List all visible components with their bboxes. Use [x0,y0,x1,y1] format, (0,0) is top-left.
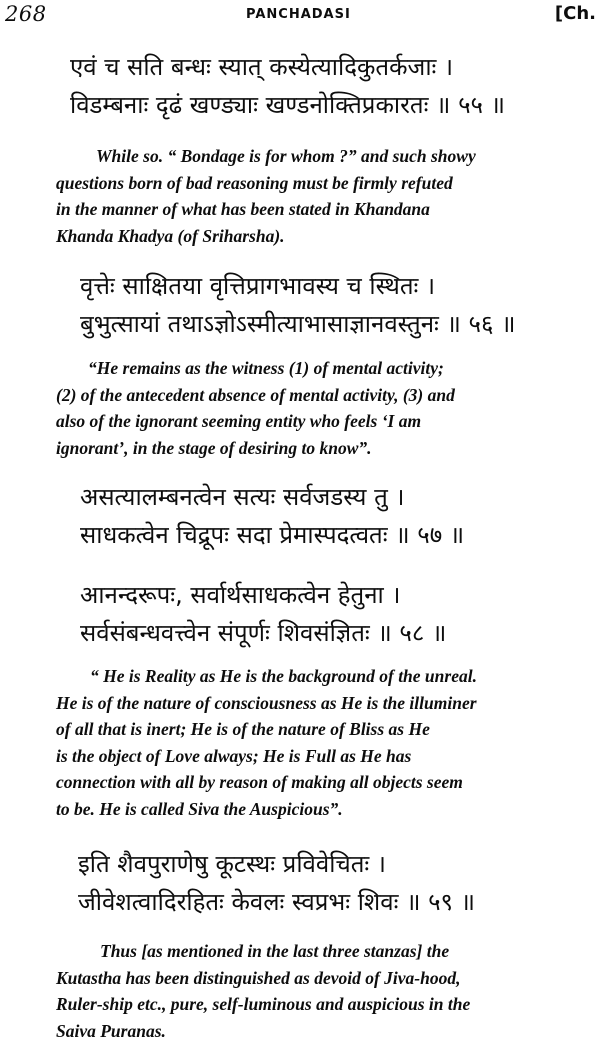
page-number: 268 [5,2,47,26]
verse-57 [80,478,600,554]
verse-line: आनन्दरूपः, सर्वार्थसाधकत्वेन हेतुना । [80,576,600,614]
translation-57-58 [90,663,580,690]
verse-line: विडम्बनाः दृढं खण्ड्याः खण्डनोक्तिप्रकारतः ॥ ५५ ॥ [70,86,590,124]
verse-line: जीवेशत्वादिरहितः केवलः स्वप्रभः शिवः ॥ ५९ ॥ [78,883,598,921]
verse-56 [80,267,600,343]
verse-line: एवं च सति बन्धः स्यात् कस्येत्यादिकुतर्कजाः । [70,48,590,86]
translation-line: of all that is inert; He is of the nature of Bliss as He [56,716,586,743]
translation-line: to be. He is called Siva the Auspicious”. [56,796,586,823]
translation-line: Khanda Khadya (of Sriharsha). [56,223,562,250]
translation-line: “ He is Reality as He is the background of the unreal. [90,663,580,690]
translation-line: Ruler-ship etc., pure, self-luminous and auspicious in the [56,991,586,1018]
page-header [0,0,600,34]
translation-line: Thus [as mentioned in the last three stanzas] the [100,938,560,965]
translation-line: Saiva Puranas. [56,1018,586,1044]
verse-line: इति शैवपुराणेषु कूटस्थः प्रविवेचितः । [78,845,598,883]
translation-line: While so. “ Bondage is for whom ?” and such showy [96,143,562,170]
translation-57-58-cont [56,690,586,823]
translation-56-cont [56,382,576,462]
translation-line: (2) of the antecedent absence of mental activity, (3) and [56,382,576,409]
verse-line: वृत्तेः साक्षितया वृत्तिप्रागभावस्य च स्थितः । [80,267,600,305]
translation-59-cont [56,965,586,1044]
translation-55 [96,143,562,170]
translation-59 [100,938,560,965]
verse-55 [70,48,590,124]
verse-line: साधकत्वेन चिद्रूपः सदा प्रेमास्पदत्वतः ॥ ५७ ॥ [80,516,600,554]
translation-line: He is of the nature of consciousness as He is the illuminer [56,690,586,717]
translation-line: is the object of Love always; He is Full as He has [56,743,586,770]
translation-56 [88,355,578,382]
chapter-marker: [Ch. [555,3,596,24]
verse-line: असत्यालम्बनत्वेन सत्यः सर्वजडस्य तु । [80,478,600,516]
translation-55-cont [56,170,562,250]
translation-line: questions born of bad reasoning must be firmly refuted [56,170,562,197]
verse-line: बुभुत्सायां तथाऽज्ञोऽस्मीत्याभासाज्ञानवस्तुनः ॥ ५६ ॥ [80,305,600,343]
translation-line: “He remains as the witness (1) of mental activity; [88,355,578,382]
translation-line: connection with all by reason of making all objects seem [56,769,586,796]
translation-line: also of the ignorant seeming entity who feels ‘I am [56,408,576,435]
translation-line: ignorant’, in the stage of desiring to know”. [56,435,576,462]
verse-58 [80,576,600,652]
verse-59 [78,845,598,921]
running-title: PANCHADASI [246,7,351,22]
translation-line: Kutastha has been distinguished as devoid of Jiva-hood, [56,965,586,992]
translation-line: in the manner of what has been stated in Khandana [56,196,562,223]
verse-line: सर्वसंबन्धवत्त्वेन संपूर्णः शिवसंज्ञितः ॥ ५८ ॥ [80,614,600,652]
